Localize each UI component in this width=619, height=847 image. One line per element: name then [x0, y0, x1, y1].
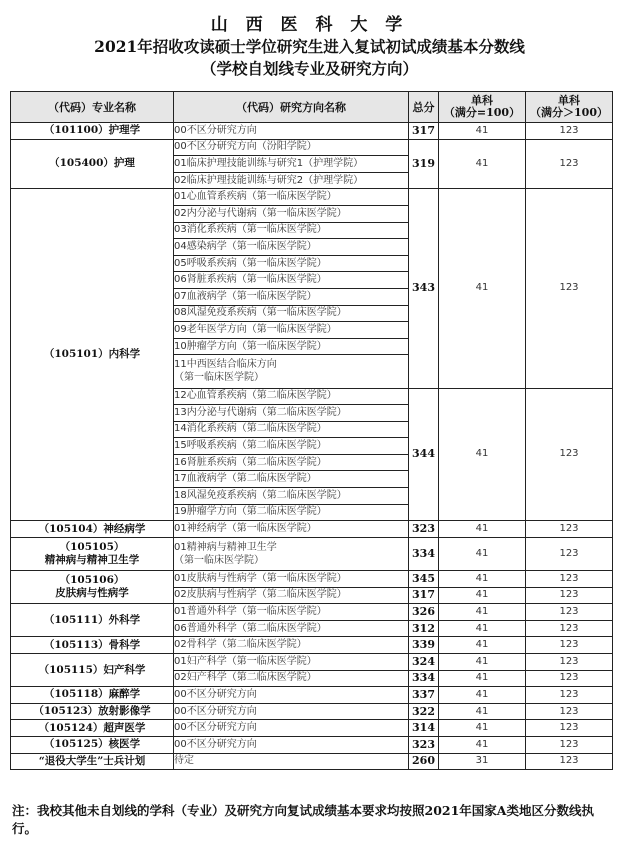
- table-row: [11, 139, 613, 156]
- total-score-cell: 314: [409, 720, 439, 737]
- direction-cell: 00不区分研究方向: [174, 703, 409, 720]
- direction-cell: 06普通外科学（第二临床医学院）: [174, 620, 409, 637]
- single-over-100-cell: 123: [526, 620, 613, 637]
- single-100-cell: 41: [439, 637, 526, 654]
- single-100-cell: 41: [439, 521, 526, 538]
- direction-cell: 17血液病学（第二临床医学院）: [174, 471, 409, 488]
- total-score-cell: 312: [409, 620, 439, 637]
- direction-cell: 00不区分研究方向: [174, 123, 409, 140]
- direction-cell: 00不区分研究方向: [174, 720, 409, 737]
- direction-cell: 13内分泌与代谢病（第二临床医学院）: [174, 405, 409, 422]
- single-100-cell: 41: [439, 720, 526, 737]
- single-over-100-cell: 123: [526, 670, 613, 687]
- header-single-100: [439, 92, 526, 123]
- direction-cell: 08风湿免疫系疾病（第一临床医学院）: [174, 305, 409, 322]
- score-table: [10, 91, 613, 770]
- major-name-cell: （105124）超声医学: [11, 720, 174, 737]
- major-name-cell: “退役大学生”士兵计划: [11, 753, 174, 770]
- direction-cell: 19肿瘤学方向（第二临床医学院）: [174, 504, 409, 521]
- total-score-cell: 260: [409, 753, 439, 770]
- single-100-cell: 41: [439, 189, 526, 388]
- header-single-100-bottom: （满分=100）: [443, 106, 521, 119]
- total-score-cell: 319: [409, 139, 439, 189]
- table-row: [11, 720, 613, 737]
- direction-cell: 06肾脏系疾病（第一临床医学院）: [174, 272, 409, 289]
- direction-cell: 10肿瘤学方向（第一临床医学院）: [174, 338, 409, 355]
- single-100-cell: 41: [439, 620, 526, 637]
- direction-cell: 01临床护理技能训练与研究1（护理学院）: [174, 156, 409, 173]
- direction-cell: 00不区分研究方向（汾阳学院）: [174, 139, 409, 156]
- single-over-100-cell: 123: [526, 139, 613, 189]
- major-name-cell: （105106） 皮肤病与性病学: [11, 571, 174, 604]
- total-score-cell: 317: [409, 123, 439, 140]
- document-title-block: [0, 14, 619, 80]
- major-name-cell: （105105） 精神病与精神卫生学: [11, 537, 174, 570]
- single-over-100-cell: 123: [526, 123, 613, 140]
- direction-cell: 待定: [174, 753, 409, 770]
- table-row: [11, 654, 613, 671]
- direction-cell: 14消化系疾病（第二临床医学院）: [174, 421, 409, 438]
- total-score-cell: 322: [409, 703, 439, 720]
- header-total: 总分: [409, 92, 439, 123]
- major-name-cell: （105113）骨科学: [11, 637, 174, 654]
- single-100-cell: 41: [439, 654, 526, 671]
- major-name-cell: （101100）护理学: [11, 123, 174, 140]
- single-100-cell: 41: [439, 571, 526, 588]
- table-header-row: [11, 92, 613, 123]
- major-name-cell: （105123）放射影像学: [11, 703, 174, 720]
- single-over-100-cell: 123: [526, 753, 613, 770]
- header-single-over-100-bottom: （满分＞100）: [530, 106, 608, 119]
- single-100-cell: 41: [439, 139, 526, 189]
- total-score-cell: 344: [409, 388, 439, 521]
- table-row: [11, 687, 613, 704]
- table-row: [11, 604, 613, 621]
- total-score-cell: 326: [409, 604, 439, 621]
- document-title: 2021年招收攻读硕士学位研究生进入复试初试成绩基本分数线: [94, 37, 525, 56]
- table-row: [11, 123, 613, 140]
- direction-cell: 00不区分研究方向: [174, 687, 409, 704]
- direction-cell: 00不区分研究方向: [174, 736, 409, 753]
- direction-cell: 03消化系疾病（第一临床医学院）: [174, 222, 409, 239]
- direction-cell: 12心血管系疾病（第二临床医学院）: [174, 388, 409, 405]
- single-100-cell: 41: [439, 703, 526, 720]
- single-100-cell: 41: [439, 123, 526, 140]
- total-score-cell: 317: [409, 587, 439, 604]
- direction-cell: 11中西医结合临床方向 （第一临床医学院）: [174, 355, 409, 388]
- direction-cell: 01神经病学（第一临床医学院）: [174, 521, 409, 538]
- single-100-cell: 41: [439, 537, 526, 570]
- direction-cell: 01普通外科学（第一临床医学院）: [174, 604, 409, 621]
- table-row: [11, 637, 613, 654]
- header-single-100-top: 单科: [471, 94, 493, 107]
- direction-cell: 02妇产科学（第二临床医学院）: [174, 670, 409, 687]
- single-100-cell: 31: [439, 753, 526, 770]
- single-over-100-cell: 123: [526, 703, 613, 720]
- direction-cell: 01心血管系疾病（第一临床医学院）: [174, 189, 409, 206]
- total-score-cell: 334: [409, 537, 439, 570]
- major-name-cell: （105125）核医学: [11, 736, 174, 753]
- single-100-cell: 41: [439, 687, 526, 704]
- single-over-100-cell: 123: [526, 654, 613, 671]
- single-over-100-cell: 123: [526, 587, 613, 604]
- direction-cell: 02皮肤病与性病学（第二临床医学院）: [174, 587, 409, 604]
- direction-cell: 18风湿免疫系疾病（第二临床医学院）: [174, 488, 409, 505]
- table-row: [11, 736, 613, 753]
- single-over-100-cell: 123: [526, 537, 613, 570]
- single-over-100-cell: 123: [526, 604, 613, 621]
- direction-cell: 02临床护理技能训练与研究2（护理学院）: [174, 172, 409, 189]
- single-100-cell: 41: [439, 670, 526, 687]
- table-body: [11, 123, 613, 770]
- major-name-cell: （105104）神经病学: [11, 521, 174, 538]
- direction-cell: 01妇产科学（第一临床医学院）: [174, 654, 409, 671]
- total-score-cell: 345: [409, 571, 439, 588]
- single-over-100-cell: 123: [526, 388, 613, 521]
- direction-cell: 02骨科学（第二临床医学院）: [174, 637, 409, 654]
- total-score-cell: 339: [409, 637, 439, 654]
- single-over-100-cell: 123: [526, 720, 613, 737]
- direction-cell: 09老年医学方向（第一临床医学院）: [174, 322, 409, 339]
- direction-cell: 16肾脏系疾病（第二临床医学院）: [174, 454, 409, 471]
- header-direction: （代码）研究方向名称: [174, 92, 409, 123]
- single-100-cell: 41: [439, 604, 526, 621]
- direction-cell: 01精神病与精神卫生学 （第一临床医学院）: [174, 537, 409, 570]
- single-over-100-cell: 123: [526, 189, 613, 388]
- header-single-over-100-top: 单科: [558, 94, 580, 107]
- direction-cell: 05呼吸系疾病（第一临床医学院）: [174, 255, 409, 272]
- total-score-cell: 337: [409, 687, 439, 704]
- major-name-cell: （105400）护理: [11, 139, 174, 189]
- single-100-cell: 41: [439, 388, 526, 521]
- header-major: （代码）专业名称: [11, 92, 174, 123]
- single-over-100-cell: 123: [526, 521, 613, 538]
- single-100-cell: 41: [439, 587, 526, 604]
- single-over-100-cell: 123: [526, 571, 613, 588]
- major-name-cell: （105111）外科学: [11, 604, 174, 637]
- total-score-cell: 343: [409, 189, 439, 388]
- header-single-over-100: [526, 92, 613, 123]
- direction-cell: 15呼吸系疾病（第二临床医学院）: [174, 438, 409, 455]
- table-row: [11, 537, 613, 570]
- table-row: [11, 571, 613, 588]
- single-100-cell: 41: [439, 736, 526, 753]
- major-name-cell: （105101）内科学: [11, 189, 174, 521]
- table-row: [11, 189, 613, 206]
- direction-cell: 02内分泌与代谢病（第一临床医学院）: [174, 205, 409, 222]
- total-score-cell: 334: [409, 670, 439, 687]
- major-name-cell: （105115）妇产科学: [11, 654, 174, 687]
- table-row: [11, 703, 613, 720]
- direction-cell: 07血液病学（第一临床医学院）: [174, 288, 409, 305]
- direction-cell: 04感染病学（第一临床医学院）: [174, 239, 409, 256]
- table-row: [11, 753, 613, 770]
- direction-cell: 01皮肤病与性病学（第一临床医学院）: [174, 571, 409, 588]
- total-score-cell: 324: [409, 654, 439, 671]
- single-over-100-cell: 123: [526, 687, 613, 704]
- major-name-cell: （105118）麻醉学: [11, 687, 174, 704]
- footnote: 注：我校其他未自划线的学科（专业）及研究方向复试成绩基本要求均按照2021年国家A类地区分数线执行。: [12, 803, 594, 836]
- single-over-100-cell: 123: [526, 637, 613, 654]
- table-row: [11, 521, 613, 538]
- single-over-100-cell: 123: [526, 736, 613, 753]
- document-subtitle: （学校自划线专业及研究方向）: [200, 59, 418, 78]
- university-name: 山 西 医 科 大 学: [210, 15, 409, 35]
- total-score-cell: 323: [409, 521, 439, 538]
- total-score-cell: 323: [409, 736, 439, 753]
